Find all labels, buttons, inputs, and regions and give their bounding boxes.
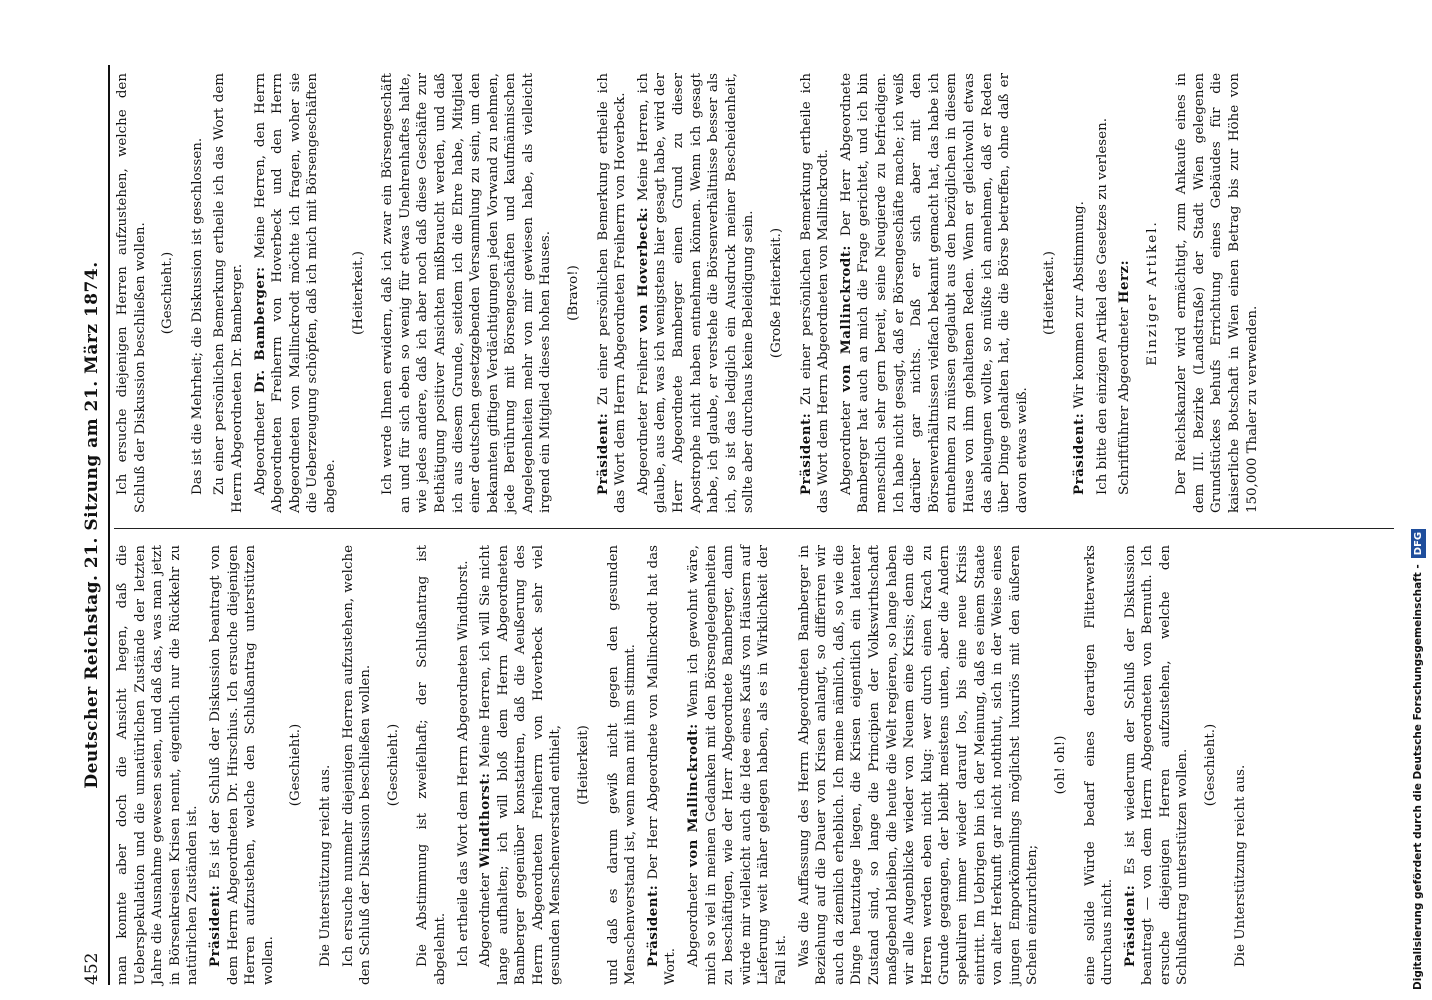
paragraph-text: Es ist der Schluß der Diskussion beantragt von dem Herrn Abgeordneten Dr. Hirschius. Ich ersuche diejenigen Herren aufzustehen, welche den Schlußantrag unterstützen wollen. [207, 545, 276, 985]
paragraph [1122, 545, 1192, 985]
speaker-name: Dr. Bamberger: [251, 266, 268, 394]
speaker-name: Präsident: [1070, 412, 1087, 495]
paragraph-text: Wir kommen zur Abstimmung. [1071, 201, 1087, 413]
stage-direction [350, 73, 368, 513]
paragraph [685, 545, 791, 985]
paragraph [477, 545, 565, 985]
speaker-name: Präsident: [594, 412, 611, 495]
speaker-name: Präsident: [1121, 884, 1138, 967]
paragraph-text: und daß es darum gewiß nicht gegen den gesunden Menschenverstand ist, wenn man mit ihm stimmt. [605, 545, 639, 985]
digitization-text: Digitalisierung gefördert durch die Deutsche Forschungsgemeinschaft - [1412, 564, 1424, 990]
right-column [114, 73, 1266, 513]
paragraph-text: Zu einer persönlichen Bemerkung ertheile ich das Wort dem Herrn Abgeordneten Dr. Bamberger. [212, 73, 245, 513]
paragraph-text: (Heiterkeit.) [1042, 251, 1058, 335]
paragraph [838, 73, 1032, 513]
paragraph [379, 73, 555, 513]
paragraph [1232, 545, 1250, 985]
paragraph [1094, 73, 1112, 513]
paragraph-text: Das ist die Mehrheit; die Diskussion ist geschlossen. [189, 137, 205, 495]
paragraph-text: Die Unterstützung reicht aus. [1232, 764, 1248, 967]
paragraph-text: Es ist wiederum der Schluß der Diskussion beantragt — von dem Herrn Abgeordneten von Bernuth. Ich ersuche diejenigen Herren aufzustehen, welche den Schlußantrag unterstützen wollen. [1122, 545, 1191, 985]
paragraph-text: (Heiterkeit) [576, 725, 592, 805]
column-divider [114, 528, 1394, 529]
paragraph-text: (Geschieht.) [288, 723, 304, 807]
paragraph [798, 73, 833, 513]
paragraph-text: (Große Heiterkeit.) [769, 227, 784, 359]
paragraph [414, 545, 449, 985]
paragraph-text: man konnte aber doch die Ansicht hegen, daß die Ueberspekulation und die unnatürlichen Zustände der letzten Jahre die Ausnahme gewesen seien, und daß das, was man jetzt in Börsenkreisen Krisen nennt, eigentlich nur die Rückkehr zu natürlichen Zuständen ist. [115, 545, 201, 985]
speaker-name: Windthorst: [477, 772, 494, 868]
speaker-name: von Mallinckrodt: [837, 245, 854, 392]
page-title: Deutscher Reichstag. 21. Sitzung am 21. März 1874. [82, 261, 102, 789]
paragraph-text: Schriftführer Abgeordneter [1117, 303, 1133, 495]
speaker-name: von Hoverbeck: [634, 206, 651, 332]
paragraph-text: Abgeordneter [478, 867, 494, 967]
stage-direction [1202, 545, 1220, 985]
stage-direction [1144, 73, 1162, 513]
stage-direction [565, 73, 583, 513]
paragraph [114, 545, 202, 985]
paragraph-text: Zu einer persönlichen Bemerkung ertheile ich das Wort dem Herrn Abgeordneten von Mallinckrodt. [798, 73, 832, 513]
left-column [114, 545, 1254, 985]
paragraph [635, 73, 758, 513]
paragraph [114, 73, 149, 513]
paragraph [1173, 73, 1261, 513]
paragraph-text: Abgeordneter Freiherr [635, 331, 651, 495]
document-page [80, 65, 1410, 985]
paragraph [207, 545, 277, 985]
page-number: 452 [82, 952, 102, 985]
paragraph [1082, 545, 1117, 985]
dfg-logo: DFG [1411, 529, 1426, 558]
paragraph [1116, 73, 1134, 513]
paragraph-text: Wenn ich gewohnt wäre, mich so viel in meinen Gedanken mit den Börsengelegenheiten zu beschäftigen, wie der Herr Abgeordnete Bamberger, dann würde mir vielleicht auch die Idee eines Kaufs von Häusern auf Lieferung weit näher gelegen haben, als es in Wirklichkeit der Fall ist. [686, 544, 789, 985]
stage-direction [768, 73, 786, 513]
paragraph-text: (Heiterkeit.) [350, 251, 366, 335]
paragraph-text: Ich ersuche diejenigen Herren aufzustehen, welche den Schluß der Diskussion beschließen wollen. [115, 73, 148, 513]
paragraph-text: Abgeordneter [838, 391, 854, 495]
paragraph [211, 73, 246, 513]
paragraph [595, 73, 630, 513]
paragraph-text: Einziger Artikel. [1144, 220, 1160, 366]
paragraph-text: Zu einer persönlichen Bemerkung ertheile ich das Wort dem Herrn Abgeordneten Freiherrn von Hoverbeck. [595, 73, 629, 513]
paragraph-text: Ich ersuche nunmehr diejenigen Herren aufzustehen, welche den Schluß der Diskussion beschließen wollen. [340, 545, 374, 985]
paragraph-text: Ich ertheile das Wort dem Herrn Abgeordneten Windthorst. [455, 560, 471, 967]
paragraph [605, 545, 640, 985]
paragraph-text: (Geschieht.) [1203, 723, 1219, 807]
speaker-name: Herz: [1116, 259, 1133, 304]
speaker-name: Präsident: [797, 412, 814, 495]
paragraph-text: Meine Herren, ich will Sie nicht lange aufhalten; ich will bloß dem Herrn Abgeordneten Bamberger gegenüber konstatiren, daß die Aeußerung des Herrn Abgeordneten Freiherrn von Hoverbeck sehr viel gesunden Menschenverstand enthielt, [478, 545, 564, 985]
paragraph-text: (oh! oh!) [1052, 735, 1068, 795]
page-header [80, 65, 110, 985]
paragraph-text: Was die Auffassung des Herrn Abgeordneten Bamberger in Beziehung auf die Dauer von Krisen anlangt, so differiren wir auch da ziemlich erheblich. Ich meine nämlich, daß, so wie die Dinge heutzutage liegen, die Krisen eigentlich ein latenter Zustand sind, so lange die Principien der Volkswirthschaft maßgebend bleiben, die heute die Welt regieren, so lange haben wir alle Augenblicke wieder von Neuem eine Krisis; denn die Herren werden eben nicht klug: wer durch einen Krach zu Grunde gegangen, der bleibt meistens unten, aber die Andern spekuliren immer wieder darauf los, bis eine neue Krisis eintritt. Im Uebrigen bin ich der Meinung, daß es einem Staate von alter Herkunft gar nicht noththut, sich in der Weise eines jungen Emporkömmlings möglichst luxuriös mit den äußeren Schein einzurichten; [796, 545, 1041, 985]
speaker-name: Präsident: [644, 884, 661, 967]
stage-direction [385, 545, 403, 985]
paragraph [1071, 73, 1089, 513]
paragraph-text: Ich bitte den einzigen Artikel des Gesetzes zu verlesen. [1094, 118, 1110, 495]
stage-direction [1041, 73, 1059, 513]
paragraph-text: Meine Herren, den Herrn Abgeordneten Freiherrn von Hoverbeck und den Herrn Abgeordneten von Mallinckrodt möchte ich fragen, woher sie die Ueberzeugung schöpfen, daß ich mich mit Börsengeschäften abgebe. [252, 73, 338, 513]
stage-direction [287, 545, 305, 985]
paragraph-text: Der Reichskanzler wird ermächtigt, zum Ankaufe eines in dem III. Bezirke (Landstraße) der Stadt Wien gelegenen Grundstückes behufs Errichtung eines Gebäudes für die kaiserliche Botschaft in Wien einen Betrag bis zur Höhe von 150,000 Thaler zu verwenden. [1174, 73, 1260, 513]
paragraph [317, 545, 335, 985]
paragraph-text: (Geschieht.) [160, 251, 176, 335]
stage-direction [159, 73, 177, 513]
digitization-note [1406, 5, 1430, 990]
paragraph-text: Die Abstimmung ist zweifelhaft; der Schlußantrag ist abgelehnt. [415, 545, 448, 985]
stage-direction [1052, 545, 1070, 985]
paragraph-text: (Bravo!) [566, 265, 582, 321]
paragraph-text: Abgeordneter [252, 393, 268, 495]
paragraph-text: Der Herr Abgeordnete Bamberger hat auch an mich die Frage gerichtet, und ich bin menschlich sehr gern bereit, seine Neugierde zu befriedigen. Ich habe nicht gesagt, daß er Börsengeschäfte mache; ich weiß darüber gar nichts. Daß er sich aber mit den Börsenverhältnissen vielfach bekannt gemacht hat, das habe ich entnehmen zu müssen geglaubt aus den bezüglichen in diesem Hause von ihm gehaltenen Reden. Wenn er gleichwohl etwas das ableugnen wollte, so müßte ich annehmen, daß er Reden über Dinge gehalten hat, die die Börse betreffen, ohne daß er davon etwas weiß. [838, 73, 1030, 513]
stage-direction [575, 545, 593, 985]
paragraph [796, 545, 1042, 985]
paragraph-text: Die Unterstützung reicht aus. [317, 764, 333, 967]
paragraph-text: Abgeordneter [686, 867, 702, 967]
paragraph-text: Ich werde Ihnen erwidern, daß ich zwar ein Börsengeschäft an und für sich eben so wenig für etwas Unehrenhaftes halte, wie jedes andere, daß ich aber noch daß diese Geschäfte zur Bethätigung positiver Ansichten mißbraucht werden, und daß ich aus diesem Grunde, seitdem ich die Ehre habe, Mitglied einer deutschen gesetzgebenden Versammlung zu sein, um den bekannten giftigen Verdächtigungen jeden Vorwand zu nehmen, jede Berührung mit Börsengeschäften und kaufmännischen Angelegenheiten mehr von mir gewiesen habe, als vielleicht irgend ein Mitglied dieses hohen Hauses. [380, 73, 554, 513]
paragraph [645, 545, 680, 985]
speaker-name: von Mallinckrodt: [685, 723, 702, 868]
paragraph-text: Meine Herren, ich glaube, aus dem, was ich wenigstens hier gesagt habe, wird der Herr Abgeordnete Bamberger einen Grund zu dieser Apostrophe nicht haben entnehmen können. Wenn ich gesagt habe, ich glaube, er verstehe die Börsenverhältnisse besser als ich, so ist das lediglich ein Ausdruck meiner Bescheidenheit, sollte aber durchaus keine Beleidigung sein. [635, 73, 757, 513]
paragraph-text: eine solide Würde bedarf eines derartigen Flitterwerks durchaus nicht. [1082, 545, 1116, 985]
paragraph-text: (Geschieht.) [385, 723, 401, 807]
paragraph [252, 73, 340, 513]
paragraph [340, 545, 375, 985]
paragraph [189, 73, 207, 513]
paragraph [455, 545, 473, 985]
speaker-name: Präsident: [206, 884, 223, 967]
paragraph-text: Der Herr Abgeordnete von Mallinckrodt hat das Wort. [645, 545, 679, 985]
